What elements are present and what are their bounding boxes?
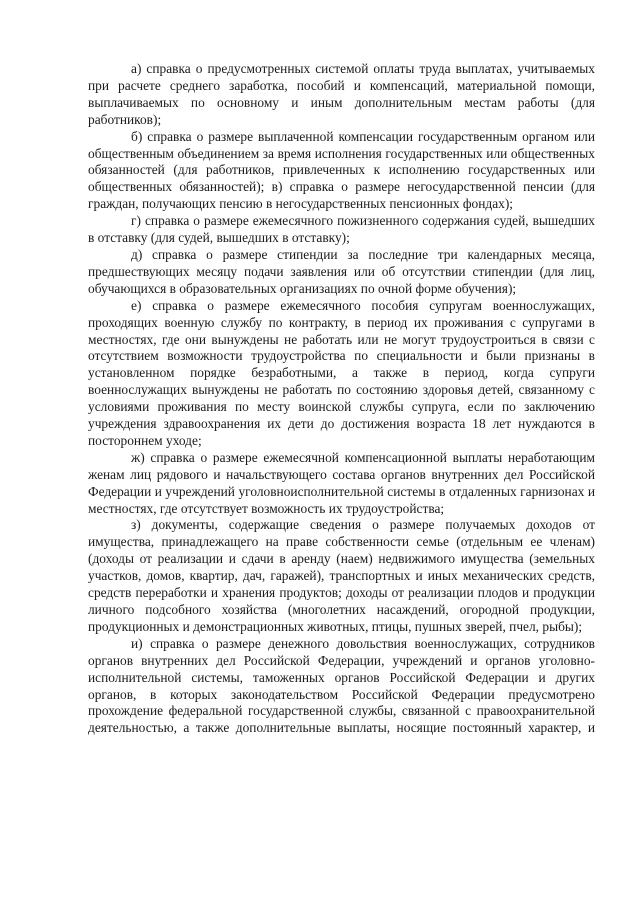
paragraph-zh: ж) справка о размере ежемесячной компенсационной выплаты неработающим женам лиц рядового и начальствующего состава органов внутренних дел Российской Федерации и учреждений уголовноисполнительной системы в отдаленных гарнизонах и местностях, где отсутствует возможность их трудоустройства; [88, 449, 595, 516]
paragraph-z: з) документы, содержащие сведения о размере получаемых доходов от имущества, принадлежащего на праве собственности семье (отдельным ее членам) (доходы от реализации и сдачи в аренду (наем) недвижимого имущества (земельных участков, домов, квартир, дач, гаражей), транспортных и иных механических средств, средств переработки и хранения продуктов; доходы от реализации плодов и продукции личного подсобного хозяйства (многолетних насаждений, огородной продукции, продукционных и демонстрационных животных, птицы, пушных зверей, пчел, рыбы); [88, 517, 595, 634]
document-page [88, 61, 595, 737]
paragraph-i: и) справка о размере денежного довольствия военнослужащих, сотрудников органов внутренних дел Российской Федерации, учреждений и органов уголовно-исполнительной системы, таможенных органов Российской Федерации и других органов, в которых законодательством Российской Федерации предусмотрено прохождение федеральной государственной службы, связанной с правоохранительной деятельностью, а также дополнительные выплаты, носящие постоянный характер, и [88, 635, 595, 736]
paragraph-g: г) справка о размере ежемесячного пожизненного содержания судей, вышедших в отставку (для судей, вышедших в отставку); [88, 213, 595, 246]
paragraph-d: д) справка о размере стипендии за последние три календарных месяца, предшествующих месяцу подачи заявления или об отсутствии стипендии (для лиц, обучающихся в образовательных организациях по очной форме обучения); [88, 246, 595, 296]
paragraph-a: а) справка о предусмотренных системой оплаты труда выплатах, учитываемых при расчете среднего заработка, пособий и компенсаций, материальной помощи, выплачиваемых по основному и иным дополнительным местам работы (для работников); [88, 61, 595, 127]
paragraph-e: е) справка о размере ежемесячного пособия супругам военнослужащих, проходящих военную службу по контракту, в период их проживания с супругами в местностях, где они вынуждены не работать или не могут трудоустроиться в связи с отсутствием возможности трудоустройства по специальности и были признаны в установленном порядке безработными, а также в период, когда супруги военнослужащих вынуждены не работать по состоянию здоровья детей, связанному с условиями проживания по месту воинской службы супруга, если по заключению учреждения здравоохранения их дети до достижения возраста 18 лет нуждаются в постороннем уходе; [88, 297, 595, 448]
paragraph-b-v: б) справка о размере выплаченной компенсации государственным органом или общественным объединением за время исполнения государственных или общественных обязанностей (для работников, привлеченных к исполнению государственных или общественных обязанностей); в) справка о размере негосударственной пенсии (для граждан, получающих пенсию в негосударственных пенсионных фондах); [88, 128, 595, 212]
